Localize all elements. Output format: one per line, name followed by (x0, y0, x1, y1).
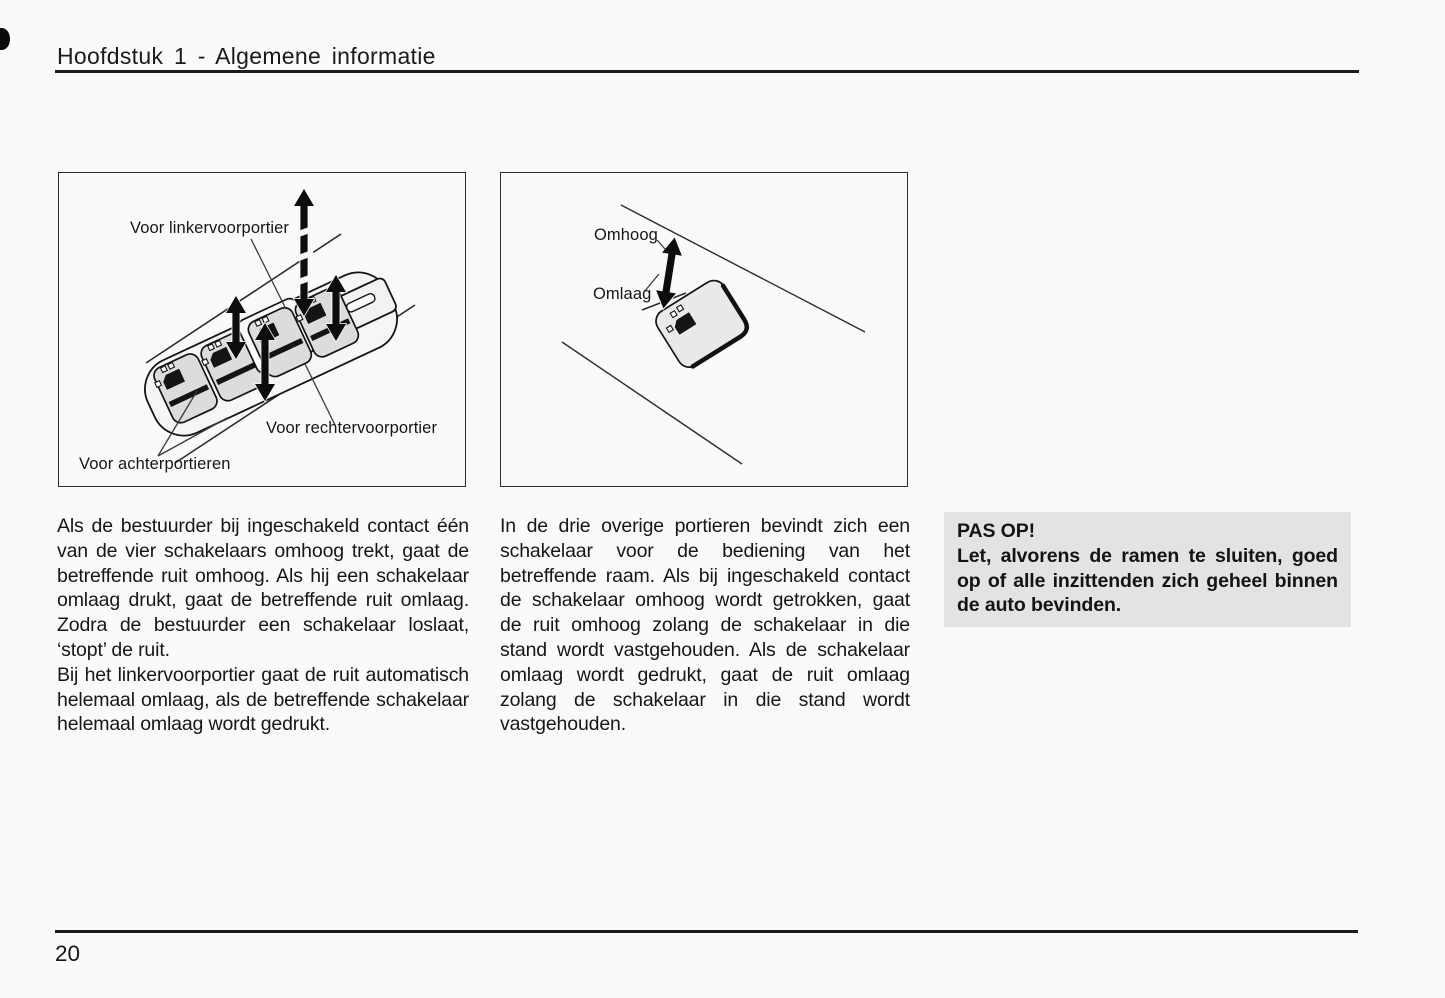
single-switch-drawing (501, 173, 909, 488)
footer-rule (55, 930, 1358, 933)
leader-line (657, 240, 665, 249)
header-rule (55, 70, 1359, 73)
figure-switch-panel (58, 172, 466, 487)
label-rear-doors: Voor achterportieren (79, 455, 231, 473)
chapter-title: Hoofdstuk 1 - Algemene informatie (57, 43, 436, 69)
column-left (57, 514, 469, 737)
paragraph: In de drie overige portieren bevindt zich een schakelaar voor de bediening van het betreffende raam. Als bij ingeschakeld contact de schakelaar omhoog wordt getrokken, gaat de ruit omhoog zolang de schakelaar in die stand wordt vastgehouden. Als de schakelaar omlaag wordt gedrukt, gaat de ruit omlaag zolang de schakelaar in die stand wordt vastgehouden. (500, 515, 910, 736)
switch-panel (133, 258, 409, 446)
paragraph: Als de bestuurder bij ingeschakeld contact één van de vier schakelaars omhoog trekt, gaat de betreffende ruit omhoog. Als hij een schakelaar omlaag drukt, gaat de betreffende ruit omlaag. Zodra de bestuurder een schakelaar loslaat, ‘stopt’ de ruit. (57, 515, 469, 661)
figure-single-switch (500, 172, 908, 487)
warning-box (944, 512, 1351, 627)
label-up: Omhoog (594, 226, 658, 244)
scan-artifact (0, 28, 10, 50)
page-number: 20 (55, 941, 81, 966)
label-down: Omlaag (593, 285, 652, 303)
warning-text: Let, alvorens de ramen te sluiten, goed op of alle inzittenden zich geheel binnen de auto bevinden. (957, 544, 1338, 617)
paragraph: Bij het linkervoorportier gaat de ruit automatisch helemaal omlaag, als de betreffende schakelaar helemaal omlaag wordt gedrukt. (57, 663, 469, 736)
door-edge-line (562, 342, 742, 464)
label-front-right-door: Voor rechtervoorportier (266, 419, 438, 437)
label-front-left-door: Voor linkervoorportier (130, 219, 290, 237)
door-edge-line (621, 205, 865, 332)
column-middle (500, 514, 910, 737)
warning-title: PAS OP! (957, 520, 1036, 542)
